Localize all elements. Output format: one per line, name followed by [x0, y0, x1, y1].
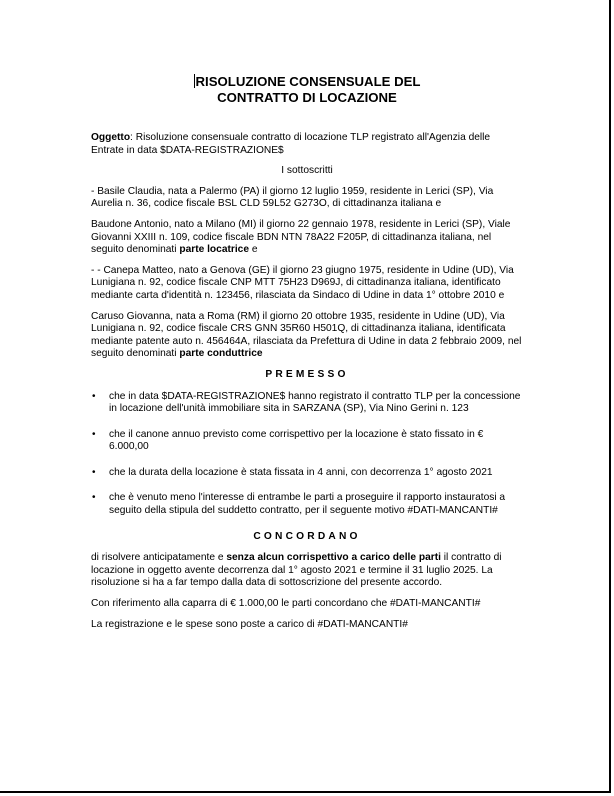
- concordano-p1-bold: senza alcun corrispettivo a carico delle parti: [226, 552, 441, 564]
- text-cursor: [194, 74, 195, 88]
- bullet-icon: •: [92, 390, 96, 402]
- oggetto-paragraph: [91, 132, 523, 157]
- document-title: [91, 74, 523, 106]
- premesso-list: [91, 391, 523, 518]
- concordano-heading: CONCORDANO: [253, 530, 361, 542]
- list-item-text: che la durata della locazione è stata fissata in 4 anni, con decorrenza 1° agosto 2021: [109, 466, 493, 478]
- concordano-paragraph-2: Con riferimento alla caparra di € 1.000,00 le parti concordano che #DATI-MANCANTI#: [91, 598, 481, 610]
- party-3-text: - - Canepa Matteo, nato a Genova (GE) il giorno 23 giugno 1975, residente in Udine (UD), Via Lunigiana n. 92, codice fiscale CNP MTT 75H23 D969J, di cittadinanza italiana, identificato mediante carta d'identità n. 123456, rilasciata da Sindaco di Udine in data 1° ottobre 2010 e: [91, 264, 514, 301]
- list-item: [91, 492, 523, 517]
- oggetto-label: Oggetto: [91, 132, 131, 143]
- list-item-text: che il canone annuo previsto come corrispettivo per la locazione è stato fissato in € 6.000,00: [109, 428, 484, 453]
- concordano-paragraph-1: [91, 552, 523, 590]
- concordano-paragraph-3: La registrazione e le spese sono poste a carico di #DATI-MANCANTI#: [91, 618, 408, 630]
- title-line-1-text: RISOLUZIONE CONSENSUALE DEL: [195, 74, 421, 89]
- list-item: [91, 429, 523, 454]
- title-line-1: [91, 74, 523, 90]
- premesso-heading: PREMESSO: [265, 368, 349, 380]
- list-item-text: che è venuto meno l'interesse di entrambe le parti a proseguire il rapporto instauratosi a seguito della stipula del suddetto contratto, per il seguente motivo #DATI-MANCANTI#: [109, 492, 506, 517]
- list-item: [91, 467, 523, 480]
- party-4-text: Caruso Giovanna, nata a Roma (RM) il giorno 20 ottobre 1935, residente in Udine (UD), Via Lunigiana n. 92, codice fiscale CRS GNN 35R60 H501Q, di cittadinanza italiana, identificata mediante patente auto n. 456464A, rilasciata da Prefettura di Udine in data 2 febbraio 2009, nel seguito denominati: [91, 310, 522, 360]
- document-body: [91, 74, 523, 639]
- sottoscritti-heading: I sottoscritti: [281, 165, 333, 177]
- bullet-icon: •: [92, 492, 96, 504]
- party-2-text: Baudone Antonio, nato a Milano (MI) il giorno 22 gennaio 1978, residente in Lerici (SP), Viale Giovanni XXIII n. 109, codice fiscale BDN NTN 78A22 F205P, di cittadinanza italiana, nel seguito denominati: [91, 218, 511, 256]
- list-item: [91, 391, 523, 416]
- title-line-2: CONTRATTO DI LOCAZIONE: [217, 90, 397, 105]
- concordano-p1-before: di risolvere anticipatamente e: [91, 552, 227, 564]
- list-item-text: che in data $DATA-REGISTRAZIONE$ hanno registrato il contratto TLP per la concessione in locazione dell'unità immobiliare sita in SARZANA (SP), Via Nino Gerini n. 123: [109, 390, 521, 415]
- concordano-p1-after: il contratto di locazione in oggetto avente decorrenza dal 1° agosto 2021 e termine il 31 luglio 2025. La risoluzione si ha a far tempo dalla data di sottoscrizione del presente accordo.: [91, 552, 502, 589]
- bullet-icon: •: [92, 466, 96, 478]
- bullet-icon: •: [92, 428, 96, 440]
- party-paragraph-4: [91, 311, 523, 361]
- party-2-after: e: [249, 244, 258, 256]
- party-paragraph-1: [91, 186, 523, 211]
- oggetto-text: : Risoluzione consensuale contratto di locazione TLP registrato all'Agenzia delle Entrate in data $DATA-REGISTRAZIONE$: [91, 132, 491, 156]
- party-1-text: - Basile Claudia, nata a Palermo (PA) il giorno 12 luglio 1959, residente in Lerici (SP), Via Aurelia n. 36, codice fiscale BSL CLD 59L52 G273O, di cittadinanza italiana e: [91, 185, 494, 210]
- party-4-role: parte conduttrice: [179, 348, 263, 360]
- party-2-role: parte locatrice: [179, 244, 250, 256]
- party-paragraph-2: [91, 219, 523, 257]
- party-paragraph-3: [91, 265, 523, 303]
